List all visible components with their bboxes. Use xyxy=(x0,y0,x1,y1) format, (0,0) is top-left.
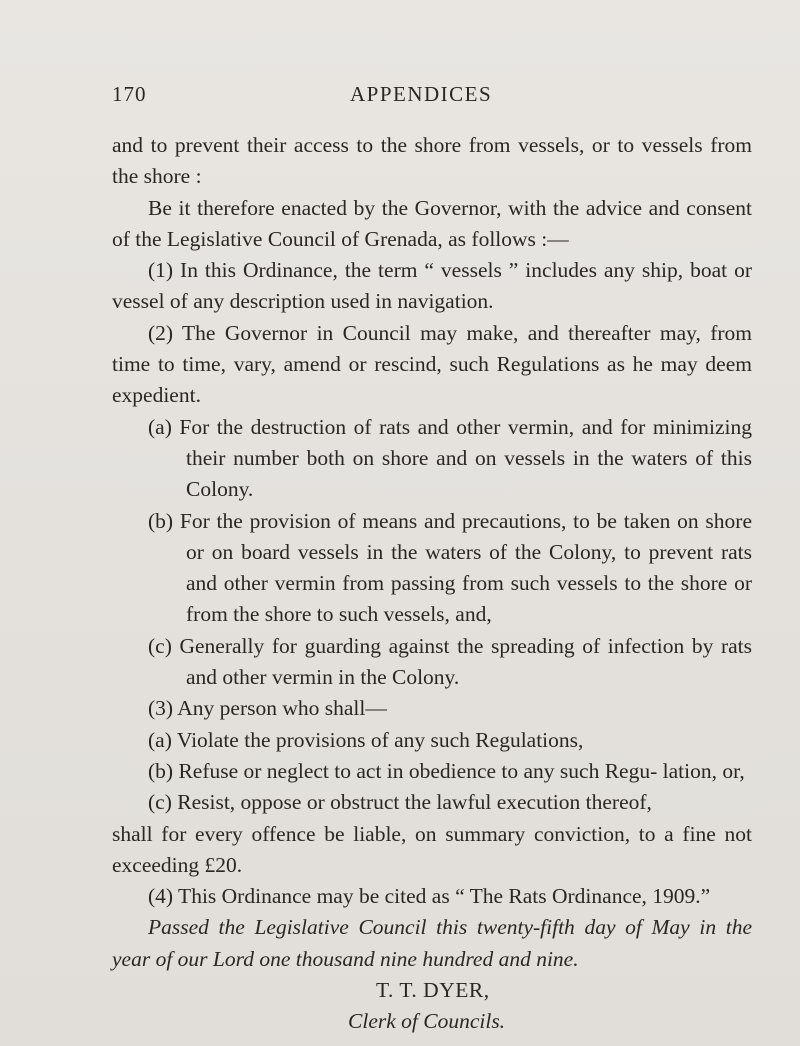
running-title: APPENDICES xyxy=(350,82,493,106)
penalty-clause: shall for every offence be liable, on summary conviction, to a fine not exceeding £20. xyxy=(112,821,752,877)
enacting-clause: Be it therefore enacted by the Governor, with the advice and consent of the Legislative Council of Grenada, as follows :— xyxy=(112,195,752,251)
section-1: (1) In this Ordinance, the term “ vessels ” includes any ship, boat or vessel of any description used in navigation. xyxy=(112,258,752,314)
section-3: (3) Any person who shall— xyxy=(148,696,387,721)
signature-name: T. T. DYER, xyxy=(376,978,490,1003)
section-2-c: (c) Generally for guarding against the spreading of infection by rats and other vermin in the Colony. xyxy=(148,633,752,690)
section-2-b: (b) For the provision of means and precautions, to be taken on shore or on board vessels in the waters of the Colony, to prevent rats and other vermin from passing from such vessels to the shore or from the shore to such vessels, and, xyxy=(148,508,752,627)
section-3-c: (c) Resist, oppose or obstruct the lawful execution thereof, xyxy=(148,790,652,815)
running-header xyxy=(112,82,760,112)
page-number: 170 xyxy=(112,82,147,106)
signature-role: Clerk of Councils. xyxy=(348,1009,506,1034)
page-body xyxy=(112,130,752,1038)
section-4: (4) This Ordinance may be cited as “ The Rats Ordinance, 1909.” xyxy=(148,884,711,909)
section-3-a: (a) Violate the provisions of any such Regulations, xyxy=(148,727,584,752)
section-3-b: (b) Refuse or neglect to act in obedience to any such Regu- lation, or, xyxy=(148,758,745,783)
section-2-a: (a) For the destruction of rats and other vermin, and for minimizing their number both on shore and on vessels in the waters of this Colony. xyxy=(148,414,752,502)
passed-clause: Passed the Legislative Council this twenty-fifth day of May in the year of our Lord one thousand nine hundred and nine. xyxy=(112,915,752,971)
intro-paragraph: and to prevent their access to the shore from vessels, or to vessels from the shore : xyxy=(112,133,752,189)
section-2: (2) The Governor in Council may make, and thereafter may, from time to time, vary, amend or rescind, such Regulations as he may deem expedient. xyxy=(112,320,752,408)
